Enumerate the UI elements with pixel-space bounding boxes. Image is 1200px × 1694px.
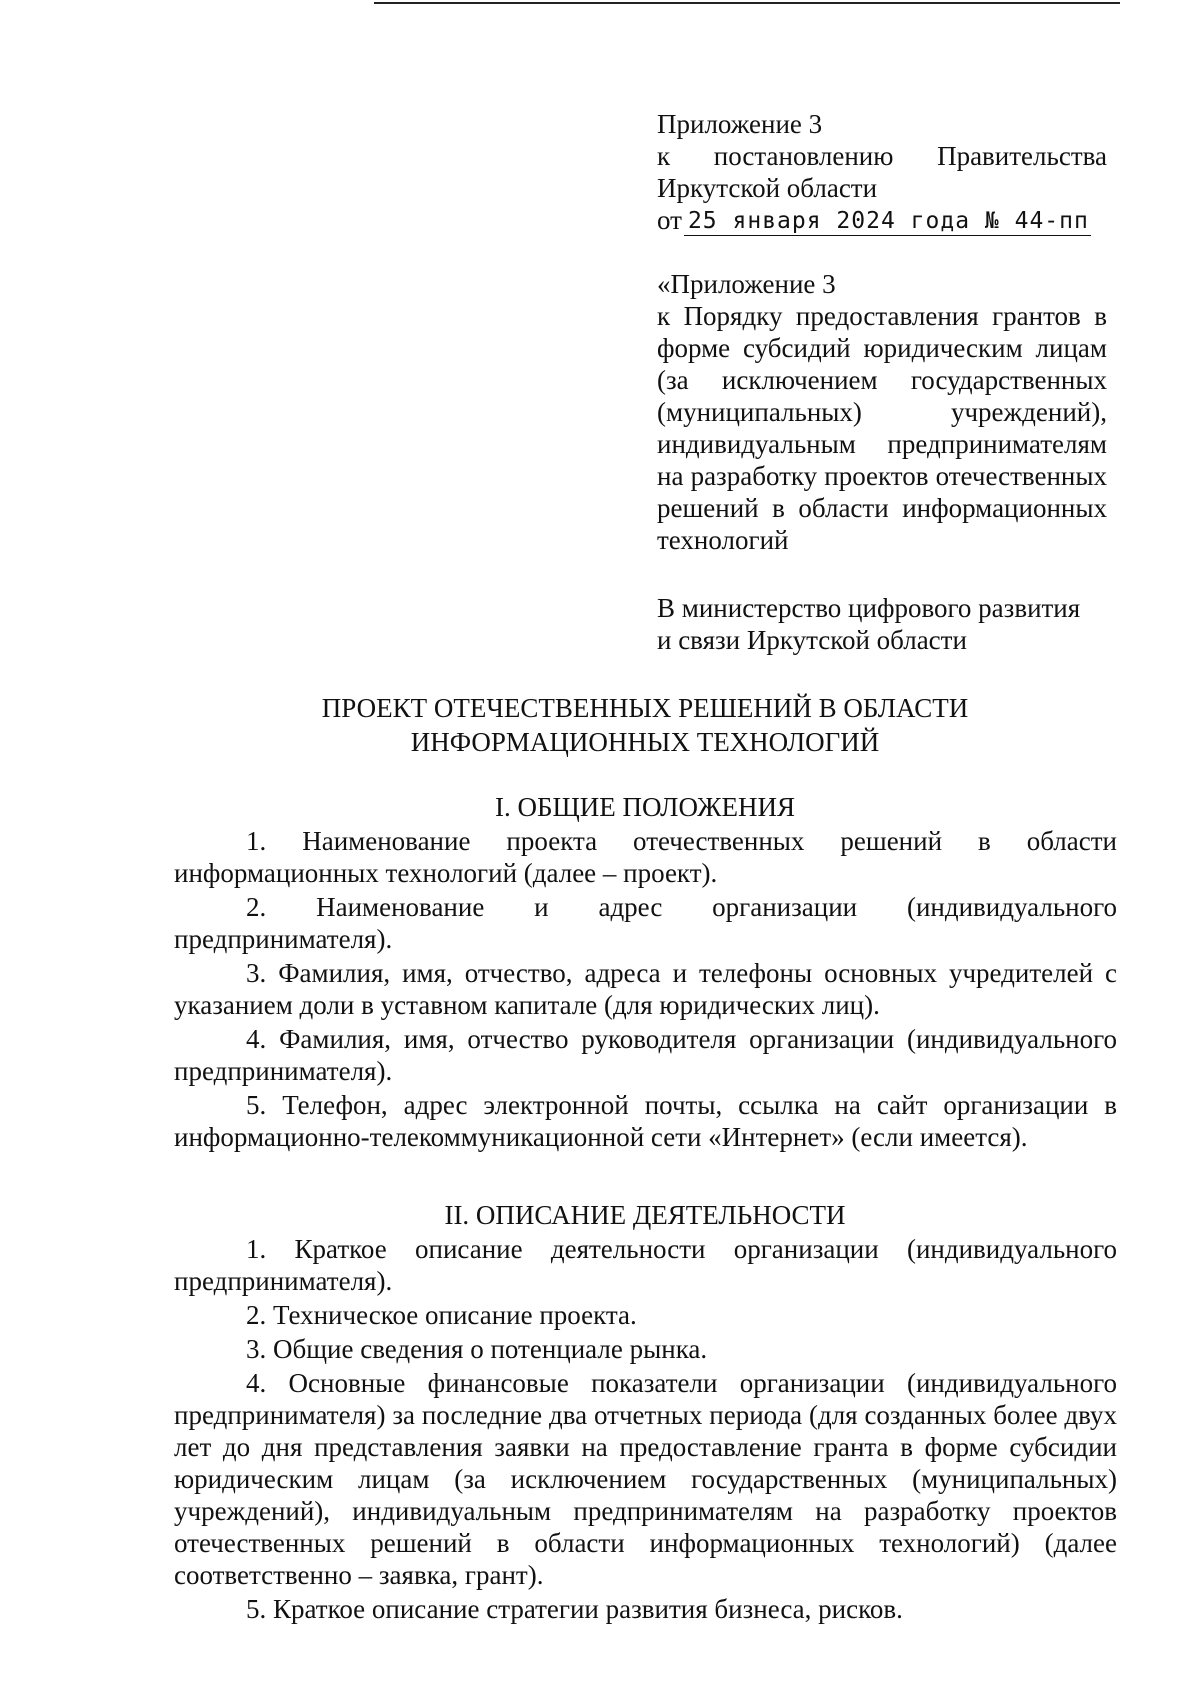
decree-date-number: 25 января 2024 года № 44-пп	[684, 207, 1091, 236]
decree-date-line	[657, 204, 1107, 236]
appendix-region: Иркутской области	[657, 173, 878, 203]
section-2-item-3: 3. Общие сведения о потенциале рынка.	[246, 1334, 708, 1364]
order-appendix-title: «Приложение 3	[657, 269, 836, 299]
order-appendix-body: к Порядку предоставления грантов в форме субсидий юридическим лицам (за исключением государственных (муниципальных) учреждений), индивидуальным предпринимателям на разработку проектов отечественных решений в области информационных технологий	[657, 301, 1107, 555]
section-1-item-2: 2. Наименование и адрес организации (индивидуального предпринимателя).	[174, 892, 1117, 954]
top-rule	[374, 2, 1120, 4]
section-1-heading: I. ОБЩИЕ ПОЛОЖЕНИЯ	[495, 792, 795, 822]
section-1-item-3: 3. Фамилия, имя, отчество, адреса и телефоны основных учредителей с указанием доли в уставном капитале (для юридических лиц).	[174, 958, 1117, 1020]
document-title	[170, 691, 1120, 759]
section-2-item-1: 1. Краткое описание деятельности организации (индивидуального предпринимателя).	[174, 1234, 1117, 1296]
section-2-item-4: 4. Основные финансовые показатели организации (индивидуального предпринимателя) за последние два отчетных периода (для созданных более двух лет до дня представления заявки на предоставление гранта в форме субсидии юридическим лицам (за исключением государственных (муниципальных) учреждений), индивидуальным предпринимателям на разработку проектов отечественных решений в области информационных технологий) (далее соответственно – заявка, грант).	[174, 1368, 1117, 1590]
section-1-item-1: 1. Наименование проекта отечественных решений в области информационных технологий (далее – проект).	[174, 826, 1117, 888]
appendix-number: Приложение 3	[657, 109, 823, 139]
section-1-body	[174, 825, 1117, 1155]
section-2-item-5: 5. Краткое описание стратегии развития бизнеса, рисков.	[246, 1594, 903, 1624]
appendix-decree-type: к постановлению Правительства	[657, 141, 1107, 171]
document-title-line-1: ПРОЕКТ ОТЕЧЕСТВЕННЫХ РЕШЕНИЙ В ОБЛАСТИ	[321, 693, 969, 723]
decree-prefix: от	[657, 205, 682, 235]
section-2-heading: II. ОПИСАНИЕ ДЕЯТЕЛЬНОСТИ	[444, 1200, 846, 1230]
section-1-item-4: 4. Фамилия, имя, отчество руководителя организации (индивидуального предпринимателя).	[174, 1024, 1117, 1086]
section-2-body	[174, 1233, 1117, 1627]
section-2-item-2: 2. Техническое описание проекта.	[246, 1300, 637, 1330]
appendix-reference	[657, 108, 1107, 236]
addressee-line-1: В министерство цифрового развития	[657, 593, 1081, 623]
document-title-line-2: ИНФОРМАЦИОННЫХ ТЕХНОЛОГИЙ	[410, 727, 880, 757]
section-1-item-5: 5. Телефон, адрес электронной почты, ссылка на сайт организации в информационно-телекоммуникационной сети «Интернет» (если имеется).	[174, 1090, 1117, 1152]
order-appendix	[657, 268, 1107, 556]
addressee-line-2: и связи Иркутской области	[657, 625, 967, 655]
addressee	[657, 592, 1107, 656]
